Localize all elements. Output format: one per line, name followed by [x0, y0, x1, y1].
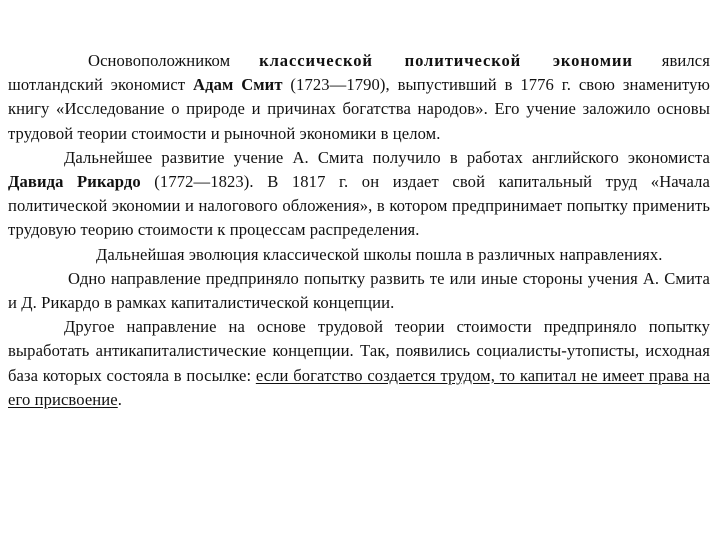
text-run: . [117, 389, 122, 409]
paragraph-ricardo [8, 146, 710, 243]
text-run: Другое направление на основе трудовой теории стоимости предприняло попытку выработать антикапиталистические концепции. Так, появились социалисты-утописты, исходная база которых состояла в посылке: [8, 317, 710, 385]
text-run: (1772—1823). В 1817 г. он издает свой капитальный труд «Начала политической экономии и налогового обложения», в котором предпринимает попытку применить трудовую теорию стоимости к процессам распределения. [8, 172, 710, 240]
term-classical-political-economy: классической политической экономии [259, 51, 633, 70]
paragraph-direction-two [8, 315, 710, 412]
text-run: явился шотландский экономист [8, 51, 710, 95]
text-run: Основоположником [88, 51, 260, 70]
name-david-ricardo: Давида Рикардо [8, 172, 141, 192]
text-run: Одно направление предприняло попытку развить те или иные стороны учения А. Смита и Д. Рикардо в рамках капиталистической концепции. [8, 268, 710, 313]
text-run: (1723—1790), выпустивший в 1776 г. свою знаменитую книгу «Исследование о природе и причинах богатства народов». Его учение заложило основы трудовой теории стоимости и рыночной экономики в целом. [8, 75, 710, 143]
document-body [8, 49, 710, 412]
paragraph-adam-smith [8, 49, 710, 146]
paragraph-direction-one [8, 267, 710, 315]
text-run: Дальнейшая эволюция классической школы пошла в различных направлениях. [96, 244, 663, 264]
underlined-thesis: если богатство создается трудом, то капитал не имеет права на его присвоение [8, 365, 710, 409]
paragraph-evolution [8, 243, 710, 267]
name-adam-smith: Адам Смит [193, 75, 283, 95]
text-run: Дальнейшее развитие учение А. Смита получило в работах английского экономиста [64, 147, 710, 167]
